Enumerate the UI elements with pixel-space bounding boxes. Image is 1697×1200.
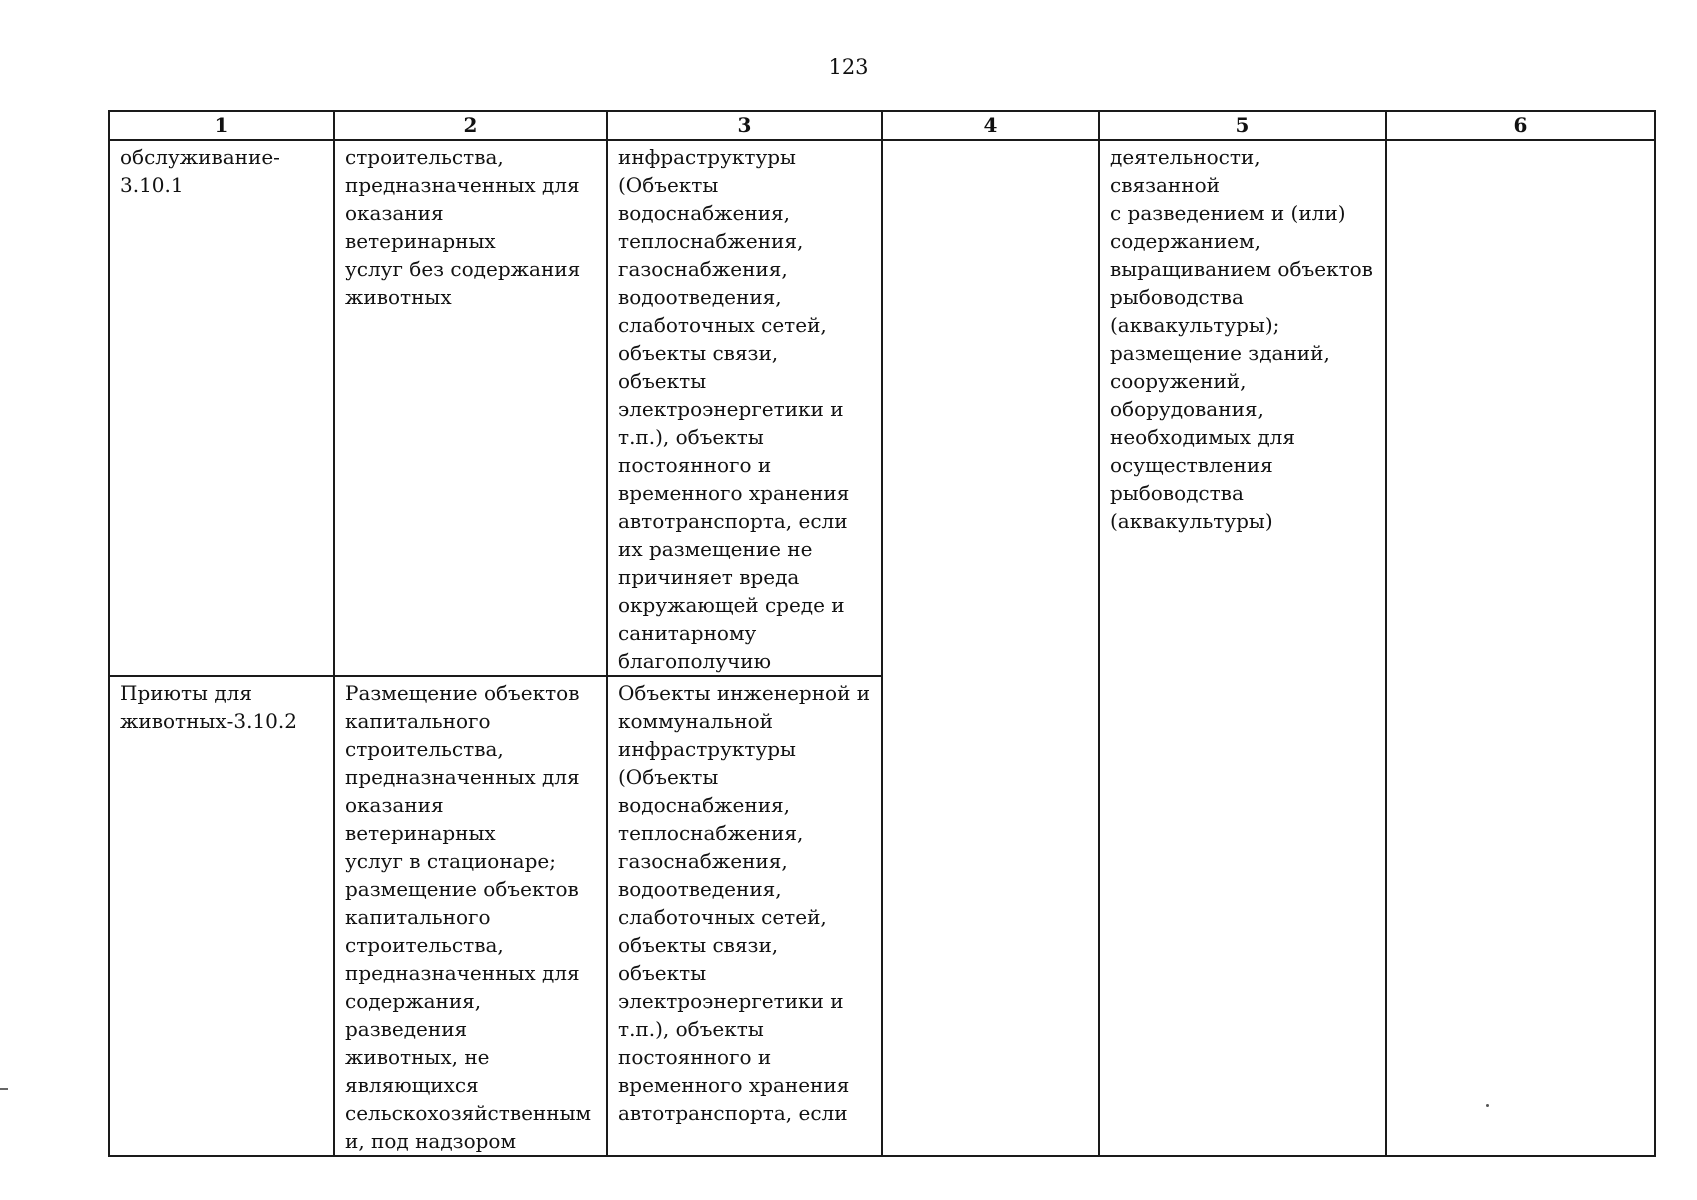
page-number: 123 <box>828 55 869 79</box>
cell-text: деятельности, связанной с разведением и (или) содержанием, выращиванием объектов рыбоводства (аквакультуры); размещение зданий, сооружений, оборудования, необходимых для осуществления рыбоводства (аквакультуры) <box>1110 145 1373 533</box>
cell-text: Приюты для животных-3.10.2 <box>120 681 297 733</box>
table-cell-merged <box>1099 140 1386 1156</box>
table-cell-merged <box>1386 140 1655 1156</box>
table-cell <box>607 676 882 1156</box>
cell-text: инфраструктуры (Объекты водоснабжения, теплоснабжения, газоснабжения, водоотведения, слаботочных сетей, объекты связи, объекты электроэнергетики и т.п.), объекты постоянного и временного хранения автотранспорта, если их размещение не причиняет вреда окружающей среде и санитарному благополучию <box>618 145 850 673</box>
column-header: 1 <box>109 111 334 140</box>
column-header: 3 <box>607 111 882 140</box>
table-cell <box>334 676 607 1156</box>
table-cell <box>334 140 607 676</box>
scan-margin-mark <box>0 1088 8 1090</box>
land-use-table <box>108 110 1656 1157</box>
cell-text: обслуживание- 3.10.1 <box>120 145 280 197</box>
table-cell <box>109 140 334 676</box>
scan-dot-mark <box>1486 1104 1489 1107</box>
column-header: 5 <box>1099 111 1386 140</box>
cell-text: Объекты инженерной и коммунальной инфраструктуры (Объекты водоснабжения, теплоснабжения, газоснабжения, водоотведения, слаботочных сетей, объекты связи, объекты электроэнергетики и т.п.), объекты постоянного и временного хранения автотранспорта, если <box>618 681 871 1125</box>
column-header: 2 <box>334 111 607 140</box>
table-cell-merged <box>882 140 1099 1156</box>
table-cell <box>607 140 882 676</box>
cell-text: Размещение объектов капитального строительства, предназначенных для оказания ветеринарных услуг в стационаре; размещение объектов капитального строительства, предназначенных для содержания, разведения животных, не являющихся сельскохозяйственным и, под надзором <box>345 681 592 1153</box>
cell-text: строительства, предназначенных для оказания ветеринарных услуг без содержания животных <box>345 145 581 309</box>
column-header: 6 <box>1386 111 1655 140</box>
table-header-row <box>109 111 1655 140</box>
column-header: 4 <box>882 111 1099 140</box>
table-row <box>109 140 1655 676</box>
table-cell <box>109 676 334 1156</box>
